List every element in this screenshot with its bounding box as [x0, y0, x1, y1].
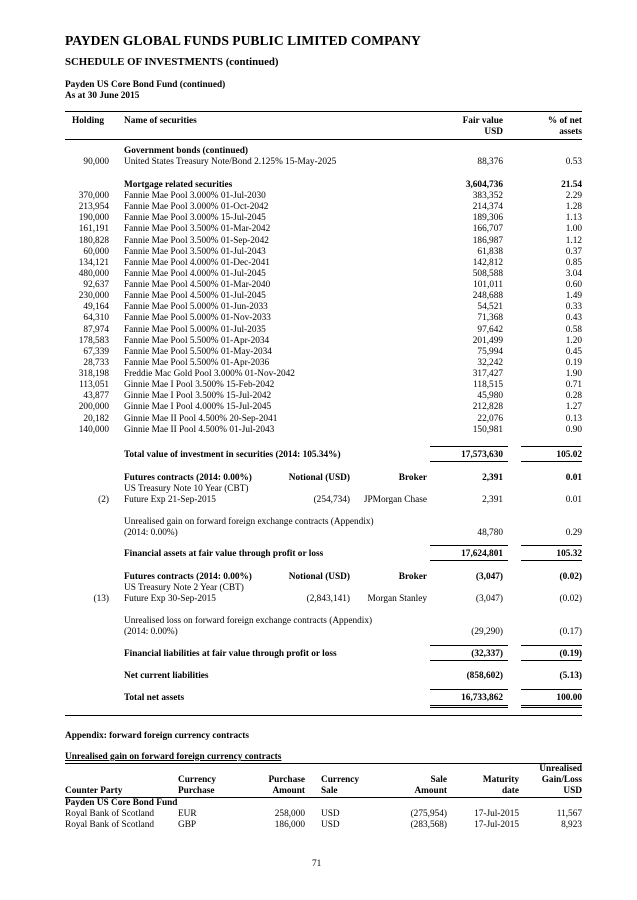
holding-cell: 43,877 [83, 391, 109, 402]
pct-net-assets-cell: 0.90 [565, 424, 582, 435]
security-name-cell: Freddie Mac Gold Pool 3.000% 01-Nov-2042 [124, 369, 295, 380]
appendix-counterparty-header: Counter Party [65, 786, 123, 796]
security-name-cell: Fannie Mae Pool 3.000% 01-Jul-2030 [124, 191, 266, 201]
fair-value-cell: 248,688 [472, 291, 503, 302]
appendix-currency-purchase-header: Purchase [178, 786, 215, 796]
futures-notional: (254,734) [313, 495, 350, 505]
unrealised-loss-label: Unrealised loss on forward foreign exchange contracts (Appendix) [124, 616, 373, 626]
holding-cell: 200,000 [78, 402, 109, 413]
total-net-assets-label: Total net assets [124, 693, 185, 703]
appendix-fund-name: Payden US Core Bond Fund [65, 798, 178, 808]
counterparty-cell: Royal Bank of Scotland [65, 820, 155, 830]
appendix-currency-sale-header: Currency [321, 775, 360, 785]
total-rule [430, 446, 508, 447]
unrealised-gain-fair: 48,780 [477, 528, 503, 538]
holding-cell: 92,637 [83, 280, 109, 291]
security-name-cell: Fannie Mae Pool 4.500% 01-Jul-2045 [124, 291, 266, 302]
total-investments-pct: 105.02 [556, 450, 582, 460]
holding-cell: 480,000 [78, 268, 109, 279]
pct-net-assets-cell: 1.49 [565, 291, 582, 302]
appendix-gain-header: Unrealised [539, 764, 582, 774]
fair-value-cell: 71,368 [477, 313, 503, 324]
futures-pct-detail: (0.02) [559, 594, 582, 604]
col-fair-unit: USD [484, 127, 503, 137]
holding-cell: 90,000 [83, 157, 109, 167]
net-current-liabilities-fair: (858,602) [466, 671, 503, 681]
unrealised-gain-pct: 0.29 [565, 528, 582, 538]
security-name-cell: Fannie Mae Pool 5.500% 01-Apr-2034 [124, 335, 270, 346]
fair-value-cell: 189,306 [472, 213, 503, 224]
futures-pct: (0.02) [559, 572, 582, 582]
fair-value-cell: 142,812 [472, 257, 503, 268]
total-rule [430, 645, 508, 646]
financial-assets-label: Financial assets at fair value through profit or loss [124, 549, 324, 559]
futures-title: Futures contracts (2014: 0.00%) [124, 572, 252, 582]
security-name-cell: Ginnie Mae II Pool 4.500% 01-Jul-2043 [124, 424, 275, 435]
col-name-header: Name of securities [124, 116, 197, 126]
net-current-liabilities-pct: (5.13) [559, 671, 582, 681]
section-title: Mortgage related securities [124, 180, 233, 190]
total-rule [521, 461, 582, 462]
pct-net-assets-cell: 1.12 [565, 235, 582, 246]
security-name-cell: Fannie Mae Pool 4.000% 01-Dec-2041 [124, 257, 270, 268]
pct-net-assets-cell: 1.13 [565, 213, 582, 224]
holding-cell: 190,000 [78, 213, 109, 224]
futures-holding: (2) [98, 495, 109, 505]
table-end-rule [65, 715, 582, 716]
total-rule [430, 660, 508, 661]
unrealised-gain-prior: (2014: 0.00%) [124, 528, 178, 538]
fair-value-cell: 97,642 [477, 324, 503, 335]
financial-assets-fair: 17,624,801 [461, 549, 503, 559]
total-rule [521, 705, 582, 706]
holding-cell: 67,339 [83, 346, 109, 357]
appendix-gain-header: Gain/Loss [541, 775, 582, 785]
security-name-cell: Fannie Mae Pool 3.500% 01-Mar-2042 [124, 224, 271, 235]
security-name-cell: Fannie Mae Pool 5.000% 01-Nov-2033 [124, 313, 271, 324]
appendix-sale-amount-header: Amount [414, 786, 447, 796]
total-rule [521, 689, 582, 690]
unrealised-loss-fair: (29,290) [471, 627, 503, 637]
fair-value-cell: 22,076 [477, 413, 503, 424]
net-current-liabilities-label: Net current liabilities [124, 671, 209, 681]
holding-cell: 180,828 [78, 235, 109, 246]
maturity-date-cell: 17-Jul-2015 [474, 820, 519, 830]
futures-fair: (3,047) [475, 572, 503, 582]
holding-cell: 28,733 [83, 357, 109, 368]
holding-cell: 213,954 [78, 202, 109, 213]
fair-value-cell: 88,376 [477, 157, 503, 167]
section-title: Government bonds (continued) [124, 146, 248, 156]
holding-cell: 230,000 [78, 291, 109, 302]
futures-instrument: US Treasury Note 10 Year (CBT) [124, 484, 249, 494]
appendix-subtitle: Unrealised gain on forward foreign currency contracts [65, 752, 282, 762]
security-name-cell: Ginnie Mae I Pool 4.000% 15-Jul-2045 [124, 402, 272, 413]
header-bottom-rule [65, 139, 582, 140]
report-date: As at 30 June 2015 [65, 91, 140, 101]
total-double-rule [430, 707, 508, 708]
unrealised-loss-prior: (2014: 0.00%) [124, 627, 178, 637]
pct-net-assets-cell: 3.04 [565, 268, 582, 279]
appendix-title: Appendix: forward foreign currency contracts [65, 731, 250, 741]
unrealised-loss-pct: (0.17) [559, 627, 582, 637]
total-rule [430, 545, 508, 546]
currency-sale-cell: USD [321, 809, 340, 819]
total-rule [430, 705, 508, 706]
holding-cell: 161,191 [78, 224, 109, 235]
fair-value-cell: 61,838 [477, 246, 503, 257]
pct-net-assets-cell: 2.29 [565, 191, 582, 201]
pct-net-assets-cell: 1.20 [565, 335, 582, 346]
appendix-currency-purchase-header: Currency [178, 775, 217, 785]
total-net-assets-fair: 16,733,862 [461, 693, 503, 703]
currency-sale-cell: USD [321, 820, 340, 830]
total-rule [521, 560, 582, 561]
pct-net-assets-cell: 0.43 [565, 313, 582, 324]
pct-net-assets-cell: 0.60 [565, 280, 582, 291]
pct-net-assets-cell: 0.28 [565, 391, 582, 402]
col-pct-header: % of net [547, 116, 582, 126]
security-name-cell: United States Treasury Note/Bond 2.125% 15-May-2025 [124, 157, 337, 167]
pct-net-assets-cell: 1.90 [565, 369, 582, 380]
total-double-rule [521, 707, 582, 708]
futures-broker: JPMorgan Chase [363, 495, 427, 505]
fair-value-cell: 214,374 [472, 202, 503, 213]
fair-value-cell: 118,515 [473, 380, 503, 391]
futures-notional: (2,843,141) [306, 594, 350, 604]
fair-value-cell: 166,707 [472, 224, 503, 235]
fair-value-cell: 75,994 [477, 346, 503, 357]
purchase-amount-cell: 258,000 [274, 809, 305, 819]
futures-title: Futures contracts (2014: 0.00%) [124, 473, 252, 483]
financial-assets-pct: 105.32 [556, 549, 582, 559]
fair-value-cell: 201,499 [472, 335, 503, 346]
security-name-cell: Fannie Mae Pool 3.500% 01-Sep-2042 [124, 235, 269, 246]
futures-instrument: US Treasury Note 2 Year (CBT) [124, 583, 244, 593]
fair-value-cell: 101,011 [473, 280, 503, 291]
total-rule [430, 560, 508, 561]
pct-net-assets-cell: 0.85 [565, 257, 582, 268]
appendix-purchase-amount-header: Purchase [268, 775, 305, 785]
futures-fair-detail: (3,047) [475, 594, 503, 604]
total-rule [521, 645, 582, 646]
counterparty-cell: Royal Bank of Scotland [65, 809, 155, 819]
broker-header: Broker [398, 473, 427, 483]
holding-cell: 318,198 [78, 369, 109, 380]
pct-net-assets-cell: 1.00 [565, 224, 582, 235]
holding-cell: 140,000 [78, 424, 109, 435]
appendix-sale-amount-header: Sale [430, 775, 447, 785]
security-name-cell: Ginnie Mae I Pool 3.500% 15-Feb-2042 [124, 380, 275, 391]
fair-value-cell: 212,828 [472, 402, 503, 413]
appendix-maturity-header: date [501, 786, 519, 796]
security-name-cell: Fannie Mae Pool 4.000% 01-Jul-2045 [124, 268, 266, 279]
appendix-gain-header: USD [563, 786, 582, 796]
futures-fair-detail: 2,391 [482, 495, 503, 505]
futures-holding: (13) [93, 594, 109, 604]
total-investments-fair: 17,573,630 [461, 450, 503, 460]
purchase-amount-cell: 186,000 [274, 820, 305, 830]
section-fair-total: 3,604,736 [465, 180, 503, 190]
page-number: 71 [312, 859, 322, 869]
appendix-maturity-header: Maturity [482, 775, 519, 785]
holding-cell: 64,310 [83, 313, 109, 324]
security-name-cell: Ginnie Mae II Pool 4.500% 20-Sep-2041 [124, 413, 278, 424]
futures-expiry: Future Exp 30-Sep-2015 [124, 594, 216, 604]
total-rule [521, 660, 582, 661]
fair-value-cell: 186,987 [472, 235, 503, 246]
pct-net-assets-cell: 1.28 [565, 202, 582, 213]
fair-value-cell: 54,521 [477, 302, 503, 313]
security-name-cell: Fannie Mae Pool 5.500% 01-May-2034 [124, 346, 272, 357]
pct-net-assets-cell: 0.19 [565, 357, 582, 368]
security-name-cell: Ginnie Mae I Pool 3.500% 15-Jul-2042 [124, 391, 272, 402]
unrealised-gain-label: Unrealised gain on forward foreign exchange contracts (Appendix) [124, 517, 374, 527]
security-name-cell: Fannie Mae Pool 5.500% 01-Apr-2036 [124, 357, 270, 368]
broker-header: Broker [398, 572, 427, 582]
total-net-assets-pct: 100.00 [556, 693, 582, 703]
total-rule [430, 461, 508, 462]
appendix-top-rule [65, 763, 582, 764]
security-name-cell: Fannie Mae Pool 3.000% 15-Jul-2045 [124, 213, 266, 224]
pct-net-assets-cell: 1.27 [565, 402, 582, 413]
fair-value-cell: 32,242 [477, 357, 503, 368]
security-name-cell: Fannie Mae Pool 5.000% 01-Jul-2035 [124, 324, 266, 335]
header-top-rule [65, 111, 582, 112]
pct-net-assets-cell: 0.13 [565, 413, 582, 424]
unrealised-gain-cell: 11,567 [556, 809, 582, 819]
col-fair-header: Fair value [462, 116, 503, 126]
fair-value-cell: 150,981 [472, 424, 503, 435]
holding-cell: 60,000 [83, 246, 109, 257]
financial-liabilities-fair: (32,337) [471, 649, 503, 659]
total-rule [521, 545, 582, 546]
fund-name: Payden US Core Bond Fund (continued) [65, 80, 226, 90]
notional-header: Notional (USD) [288, 473, 350, 483]
fair-value-cell: 317,427 [472, 369, 503, 380]
holding-cell: 87,974 [83, 324, 109, 335]
total-rule [521, 446, 582, 447]
futures-pct: 0.01 [565, 473, 582, 483]
holding-cell: 20,182 [83, 413, 109, 424]
pct-net-assets-cell: 0.33 [565, 302, 582, 313]
holding-cell: 370,000 [78, 191, 109, 201]
unrealised-gain-cell: 8,923 [561, 820, 582, 830]
futures-pct-detail: 0.01 [565, 495, 582, 505]
holding-cell: 113,051 [79, 380, 109, 391]
total-investments-label: Total value of investment in securities (2014: 105.34%) [124, 450, 341, 460]
section-pct-total: 21.54 [561, 180, 582, 190]
fair-value-cell: 45,980 [477, 391, 503, 402]
security-name-cell: Fannie Mae Pool 5.000% 01-Jun-2033 [124, 302, 268, 313]
fair-value-cell: 383,352 [472, 191, 503, 201]
total-rule [430, 689, 508, 690]
holding-cell: 134,121 [78, 257, 109, 268]
col-pct-unit: assets [559, 127, 582, 137]
company-title: PAYDEN GLOBAL FUNDS PUBLIC LIMITED COMPANY [65, 33, 421, 48]
appendix-currency-sale-header: Sale [321, 786, 338, 796]
maturity-date-cell: 17-Jul-2015 [474, 809, 519, 819]
financial-liabilities-pct: (0.19) [559, 649, 582, 659]
futures-expiry: Future Exp 21-Sep-2015 [124, 495, 216, 505]
pct-net-assets-cell: 0.58 [565, 324, 582, 335]
fair-value-cell: 508,588 [472, 268, 503, 279]
pct-net-assets-cell: 0.45 [565, 346, 582, 357]
notional-header: Notional (USD) [288, 572, 350, 582]
col-holding-header: Holding [72, 116, 105, 126]
currency-purchase-cell: GBP [178, 820, 197, 830]
holding-cell: 49,164 [83, 302, 109, 313]
financial-liabilities-label: Financial liabilities at fair value through profit or loss [124, 649, 337, 659]
sale-amount-cell: (275,954) [410, 809, 447, 819]
pct-net-assets-cell: 0.71 [565, 380, 582, 391]
schedule-title: SCHEDULE OF INVESTMENTS (continued) [65, 56, 279, 68]
sale-amount-cell: (283,568) [410, 820, 447, 830]
pct-net-assets-cell: 0.53 [565, 157, 582, 167]
security-name-cell: Fannie Mae Pool 4.500% 01-Mar-2040 [124, 280, 271, 291]
futures-fair: 2,391 [482, 473, 503, 483]
holding-cell: 178,583 [78, 335, 109, 346]
currency-purchase-cell: EUR [178, 809, 197, 819]
futures-broker: Morgan Stanley [367, 594, 427, 604]
pct-net-assets-cell: 0.37 [565, 246, 582, 257]
security-name-cell: Fannie Mae Pool 3.500% 01-Jul-2043 [124, 246, 266, 257]
security-name-cell: Fannie Mae Pool 3.000% 01-Oct-2042 [124, 202, 269, 213]
appendix-purchase-amount-header: Amount [272, 786, 305, 796]
